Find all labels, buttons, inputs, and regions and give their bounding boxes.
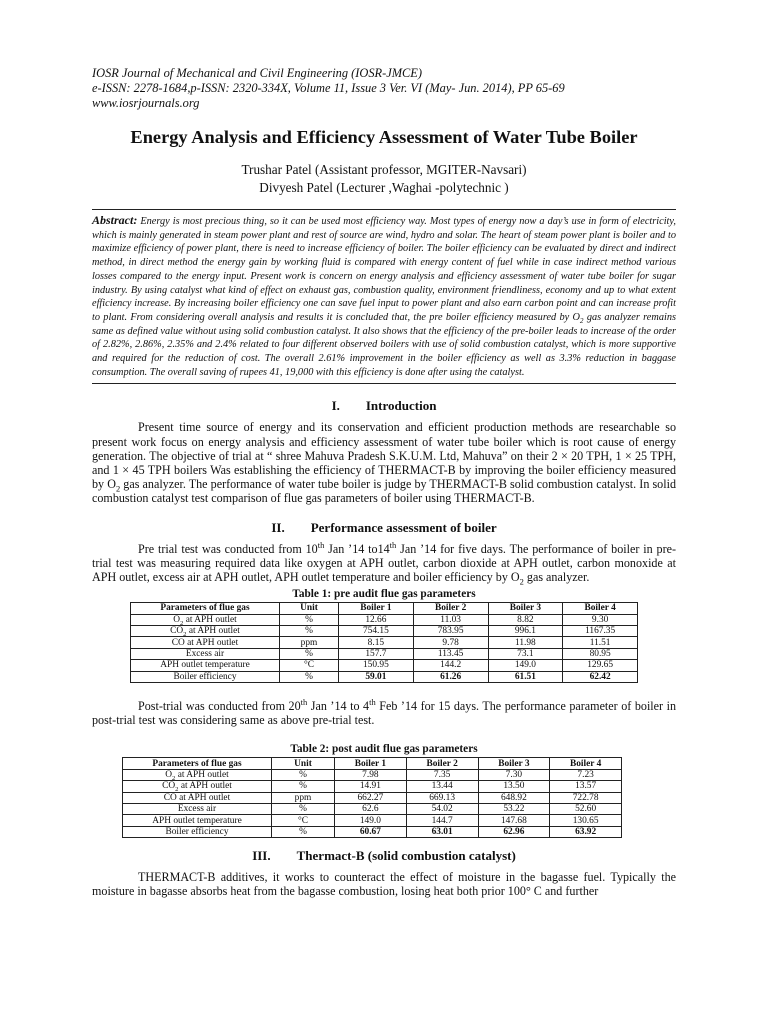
thermact-paragraph: THERMACT-B additives, it works to counteract the effect of moisture in the bagasse fuel. Typically the moisture in bagasse absorbs heat from the bagasse combustion, losing heat both prior 100° C and further — [92, 870, 676, 899]
table-cell: % — [272, 781, 335, 792]
table-cell: 59.01 — [339, 671, 414, 682]
table-cell: 13.44 — [406, 781, 478, 792]
table-cell: 63.92 — [550, 826, 622, 837]
table-cell: % — [272, 769, 335, 780]
table-cell: 11.98 — [488, 637, 563, 648]
table-cell: 648.92 — [478, 792, 550, 803]
abstract-text: Energy is most precious thing, so it can be used most efficiency way. Most types of energy now a day’s use in form of electricity, which is mainly generated in steam power plant and rest of source are wind, hydro and solar. The heart of steam power plant is boiler and to maximize efficiency of power plant, there is need to increase efficiency of boiler. The boiler efficiency can be evaluated by direct and indirect method, in direct method the energy gain by working fluid is compared with energy content of fuel while in case indirect method various losses compared to the energy input. Present work is concern on energy analysis and efficiency assessment of water tube boiler for sugar industry. By using catalyst what kind of effect on exhaust gas, combustion quality, environment friendliness, economy and up to what extent efficiency increase. By increasing boiler efficiency one can save fuel input to power plant and also earn carbon point and can increase profit to plant. From considering overall analysis and results it is concluded that, the pre boiler efficiency measured by O — [92, 216, 676, 323]
table-cell: 62.6 — [335, 803, 407, 814]
table-cell: 8.15 — [339, 637, 414, 648]
table-cell: 1167.35 — [563, 626, 638, 637]
table-cell: % — [280, 626, 339, 637]
table-row — [131, 637, 638, 648]
table-cell: ppm — [272, 792, 335, 803]
table-row — [123, 792, 622, 803]
abstract-text-cont: gas analyzer remains same as defined value without using solid combustion catalyst. It also shows that the efficiency of the pre-boiler leads to increase of the order of 2.82%, 2.86%, 2.35% and 2.4% related to four different observed boilers with use of solid combustion catalyst, which is more supportive and required for the reduction of cost. The overall 2.61% improvement in the boiler efficiency as well as 3.3% reduction in baggase consumption. The overall saving of rupees 41, 19,000 with this efficiency is done after using the catalyst. — [92, 311, 676, 378]
table-cell: 62.96 — [478, 826, 550, 837]
author-list — [92, 161, 676, 197]
table-cell: 144.7 — [406, 815, 478, 826]
journal-name: IOSR Journal of Mechanical and Civil Engineering (IOSR-JMCE) — [92, 66, 422, 80]
table-row — [131, 648, 638, 659]
table-cell: % — [280, 671, 339, 682]
table-cell: 7.35 — [406, 769, 478, 780]
table-cell: Boiler efficiency — [123, 826, 272, 837]
table-cell: APH outlet temperature — [123, 815, 272, 826]
abstract-bottom-rule — [92, 383, 676, 384]
table-cell: 9.78 — [413, 637, 488, 648]
table-cell: 7.30 — [478, 769, 550, 780]
table-cell: ppm — [280, 637, 339, 648]
table-cell: 149.0 — [488, 660, 563, 671]
table-cell: % — [272, 826, 335, 837]
table-cell: 11.51 — [563, 637, 638, 648]
table-cell: 722.78 — [550, 792, 622, 803]
table-header-row: Parameters of flue gas Unit Boiler 1 Boiler 2 Boiler 3 Boiler 4 — [131, 603, 638, 614]
journal-issn: e-ISSN: 2278-1684,p-ISSN: 2320-334X, Volume 11, Issue 3 Ver. VI (May- Jun. 2014), PP 65-69 — [92, 81, 565, 95]
table-cell: $O_2$ at APH outlet — [131, 614, 280, 625]
table-cell: 7.98 — [335, 769, 407, 780]
table-cell: 144.2 — [413, 660, 488, 671]
table-cell: 11.03 — [413, 614, 488, 625]
table-cell: 61.51 — [488, 671, 563, 682]
table-cell: 13.50 — [478, 781, 550, 792]
table-cell: 129.65 — [563, 660, 638, 671]
table-cell: °C — [280, 660, 339, 671]
table-cell: 61.26 — [413, 671, 488, 682]
table-row — [123, 815, 622, 826]
table-cell: 157.7 — [339, 648, 414, 659]
abstract-label: Abstract: — [92, 213, 138, 227]
paper-page — [92, 66, 676, 899]
section-heading-performance: II. Performance assessment of boiler — [271, 519, 497, 535]
table-cell: Boiler efficiency — [131, 671, 280, 682]
author-2: Divyesh Patel (Lecturer ,Waghai -polytechnic ) — [259, 180, 509, 195]
table-row — [131, 660, 638, 671]
table-cell: 63.01 — [406, 826, 478, 837]
section-heading-thermact: III. Thermact-B (solid combustion catalyst) — [252, 848, 516, 864]
table-cell: 996.1 — [488, 626, 563, 637]
table-cell: % — [280, 614, 339, 625]
table-cell: 147.68 — [478, 815, 550, 826]
journal-website: www.iosrjournals.org — [92, 96, 200, 110]
table-cell: 783.95 — [413, 626, 488, 637]
table-row — [131, 614, 638, 625]
table-cell: 13.57 — [550, 781, 622, 792]
table-cell: 150.95 — [339, 660, 414, 671]
table-cell: CO at APH outlet — [123, 792, 272, 803]
table1 — [130, 602, 638, 683]
table-cell: 9.30 — [563, 614, 638, 625]
table-cell: APH outlet temperature — [131, 660, 280, 671]
table-cell: % — [272, 803, 335, 814]
author-1: Trushar Patel (Assistant professor, MGITER-Navsari) — [241, 162, 527, 177]
table-cell: 53.22 — [478, 803, 550, 814]
table-cell: 130.65 — [550, 815, 622, 826]
table-cell: 113.45 — [413, 648, 488, 659]
table2-caption: Table 2: post audit flue gas parameters — [290, 743, 478, 756]
table-row — [123, 826, 622, 837]
journal-header — [92, 66, 676, 111]
table-cell: 62.42 — [563, 671, 638, 682]
table-cell: 7.23 — [550, 769, 622, 780]
section-heading-introduction: I. Introduction — [331, 398, 437, 414]
table-cell: °C — [272, 815, 335, 826]
table-cell: Excess air — [131, 648, 280, 659]
table-cell: 149.0 — [335, 815, 407, 826]
table-cell: 662.27 — [335, 792, 407, 803]
table-row — [123, 769, 622, 780]
abstract: Abstract: Energy is most precious thing, so it can be used most efficiency way. Most types of energy now a day’s use in form of electricity, which is mainly generated in steam power plant and rest of source are wind, hydro and solar. The heart of steam power plant is boiler and to maximize efficiency of power plant, there is need to increase efficiency of boiler. The boiler efficiency can be evaluated by direct and indirect method, in direct method the energy gain by working fluid is compared with energy content of fuel while in case indirect method various losses compared to the energy input. Present work is concern on energy analysis and efficiency assessment of water tube boiler for sugar industry. By using catalyst what kind of effect on exhaust gas, combustion quality, environment friendliness, economy and up to what extent efficiency increase. By increasing boiler efficiency one can save fuel input to power plant and also earn carbon point and can increase profit to plant. From considering overall analysis and results it is concluded that, the pre boiler efficiency measured by $O_2$ gas analyzer remains same as defined value without using solid combustion catalyst. It also shows that the efficiency of the pre-boiler leads to increase of the order of 2.82%, 2.86%, 2.35% and 2.4% related to four different observed boilers with use of solid combustion catalyst, which is more supportive and required for the reduction of cost. The overall 2.61% improvement in the boiler efficiency as well as 3.3% reduction in baggase consumption. The overall saving of rupees 41, 19,000 with this efficiency is done after using the catalyst. — [92, 213, 676, 378]
intro-paragraph: Present time source of energy and its conservation and efficient production methods are researchable so present work focus on energy analysis and efficiency assessment of water tube boiler which is root cause of energy generation. The objective of trial at “ shree Mahuva Pradesh S.K.U.M. Ltd, Mahuva” on their 2 × 20 TPH, 1 × 25 TPH, and 1 × 45 TPH boilers Was establishing the efficiency of THERMACT-B by improving the boiler efficiency measured by $O_2$ gas analyzer. The performance of water tube boiler is judge by THERMACT-B solid combustion catalyst. In solid combustion catalyst test comparison of flue gas parameters of boiler using THERMACT-B. — [92, 420, 676, 506]
table-cell: CO at APH outlet — [131, 637, 280, 648]
table-cell: 52.60 — [550, 803, 622, 814]
table-row — [123, 803, 622, 814]
table-cell: 669.13 — [406, 792, 478, 803]
table1-caption: Table 1: pre audit flue gas parameters — [292, 588, 476, 601]
table-cell: $CO_2$ at APH outlet — [131, 626, 280, 637]
table-cell: 754.15 — [339, 626, 414, 637]
table-cell: 12.66 — [339, 614, 414, 625]
table-cell: 80.95 — [563, 648, 638, 659]
paper-title: Energy Analysis and Efficiency Assessment of Water Tube Boiler — [130, 127, 638, 147]
table-cell: 14.91 — [335, 781, 407, 792]
table-cell: $CO_2$ at APH outlet — [123, 781, 272, 792]
posttrial-paragraph: Post-trial was conducted from 20th Jan ’14 to 4th Feb ’14 for 15 days. The performance parameter of boiler in post-trial test was considering same as above pre-trial test. — [92, 696, 677, 728]
table2 — [122, 757, 622, 838]
table-cell: Excess air — [123, 803, 272, 814]
table-row — [131, 671, 638, 682]
table-cell: 60.67 — [335, 826, 407, 837]
table-row — [131, 626, 638, 637]
table-cell: $O_2$ at APH outlet — [123, 769, 272, 780]
table-header-row: Parameters of flue gas Unit Boiler 1 Boiler 2 Boiler 3 Boiler 4 — [123, 758, 622, 769]
table-cell: 73.1 — [488, 648, 563, 659]
table-row — [123, 781, 622, 792]
table-cell: % — [280, 648, 339, 659]
table-cell: 54.02 — [406, 803, 478, 814]
pretrial-paragraph: Pre trial test was conducted from 10th Jan ’14 to14th Jan ’14 for five days. The performance of boiler in pre-trial test was measuring required data like oxygen at APH outlet, carbon dioxide at APH outlet, carbon monoxide at APH outlet, excess air at APH outlet, APH outlet temperature and boiler efficiency by $O_2$ gas analyzer. — [92, 539, 676, 587]
table-cell: 8.82 — [488, 614, 563, 625]
